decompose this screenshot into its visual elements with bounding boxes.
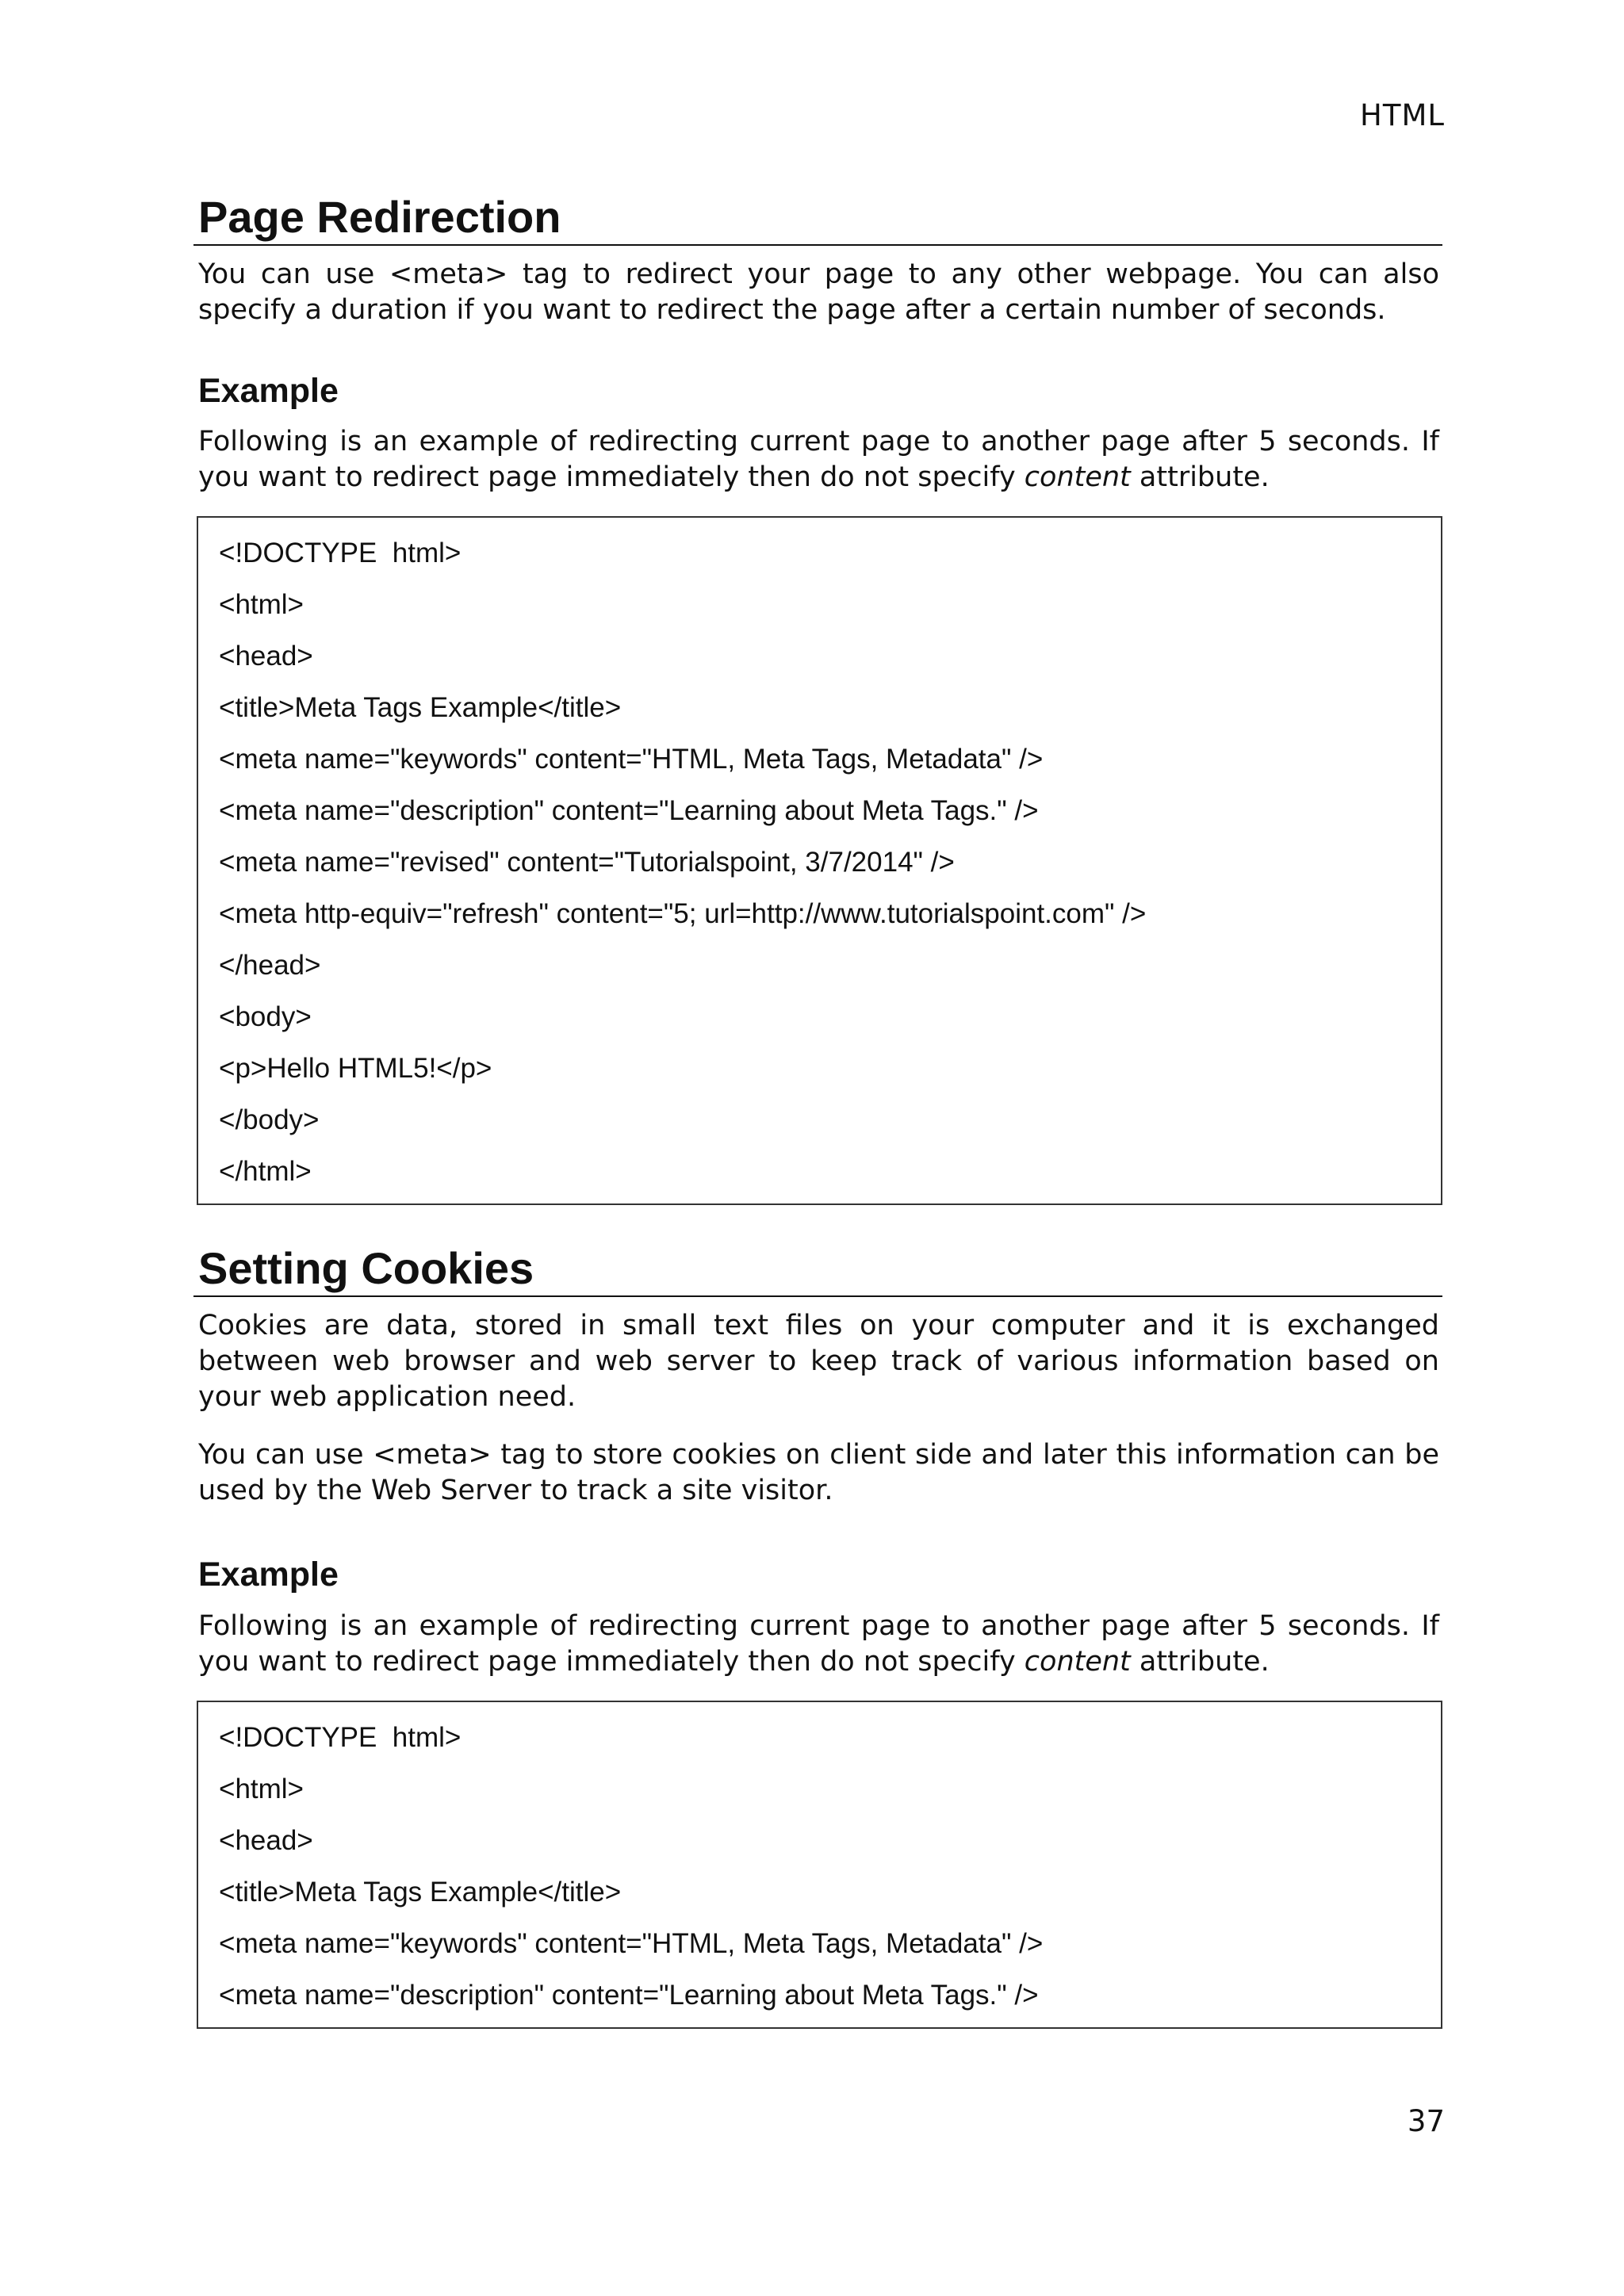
code-line: <head> xyxy=(219,1824,313,1856)
code-line: <meta http-equiv="refresh" content="5; url=http://www.tutorialspoint.com" /> xyxy=(219,898,1147,930)
code-line: <html> xyxy=(219,589,304,621)
code-line: <body> xyxy=(219,1001,312,1033)
redirection-example-text xyxy=(198,424,1439,496)
cookies-example-text-lead: Following is an example of redirecting current page to another page after 5 seconds. If you want to redirect page immediately then do not specify xyxy=(198,1609,1439,1678)
code-line: <title>Meta Tags Example</title> xyxy=(219,1876,622,1908)
cookies-example-text-em: content xyxy=(1024,1645,1131,1678)
code-block-cookies xyxy=(197,1701,1442,2029)
code-line: <html> xyxy=(219,1773,304,1804)
cookies-para-2: You can use <meta> tag to store cookies on client side and later this information can be used by the Web Server to track a site visitor. xyxy=(198,1439,1439,1507)
cookies-example-text xyxy=(198,1609,1439,1680)
code-line: <title>Meta Tags Example</title> xyxy=(219,692,622,724)
code-line: </head> xyxy=(219,950,321,982)
code-line: <meta name="description" content="Learning about Meta Tags." /> xyxy=(219,1979,1039,2011)
code-line: <meta name="keywords" content="HTML, Meta Tags, Metadata" /> xyxy=(219,1927,1044,1959)
redirection-example-text-em: content xyxy=(1024,461,1131,494)
redirection-example-heading: Example xyxy=(198,372,339,410)
page-content xyxy=(198,190,1439,2029)
code-line: <!DOCTYPE html> xyxy=(219,538,462,569)
code-line: <meta name="keywords" content="HTML, Meta Tags, Metadata" /> xyxy=(219,744,1044,775)
cookies-para-1: Cookies are data, stored in small text files on your computer and it is exchanged between web browser and web server to keep track of various information based on your web application need. xyxy=(198,1310,1439,1414)
cookies-example-text-tail: attribute. xyxy=(1130,1645,1270,1678)
redirection-intro: You can use <meta> tag to redirect your page to any other webpage. You can also specify a duration if you want to redirect the page after a certain number of seconds. xyxy=(198,258,1439,326)
section-title-page-redirection: Page Redirection xyxy=(193,190,1442,246)
code-line: <meta name="description" content="Learning about Meta Tags." /> xyxy=(219,795,1039,827)
redirection-example-text-tail: attribute. xyxy=(1130,461,1270,494)
code-line: <!DOCTYPE html> xyxy=(219,1721,462,1753)
code-line: <p>Hello HTML5!</p> xyxy=(219,1053,492,1085)
code-line: <head> xyxy=(219,641,313,672)
page-number: 37 xyxy=(1407,2104,1445,2138)
code-line: <meta name="revised" content="Tutorialspoint, 3/7/2014" /> xyxy=(219,847,955,878)
code-block-redirection xyxy=(197,516,1442,1205)
section-title-setting-cookies: Setting Cookies xyxy=(193,1242,1442,1297)
code-line: </html> xyxy=(219,1156,312,1188)
cookies-example-heading: Example xyxy=(198,1556,339,1594)
redirection-example-text-lead: Following is an example of redirecting current page to another page after 5 seconds. If you want to redirect page immediately then do not specify xyxy=(198,426,1439,494)
code-line: </body> xyxy=(219,1104,320,1136)
running-header: HTML xyxy=(1360,98,1445,132)
